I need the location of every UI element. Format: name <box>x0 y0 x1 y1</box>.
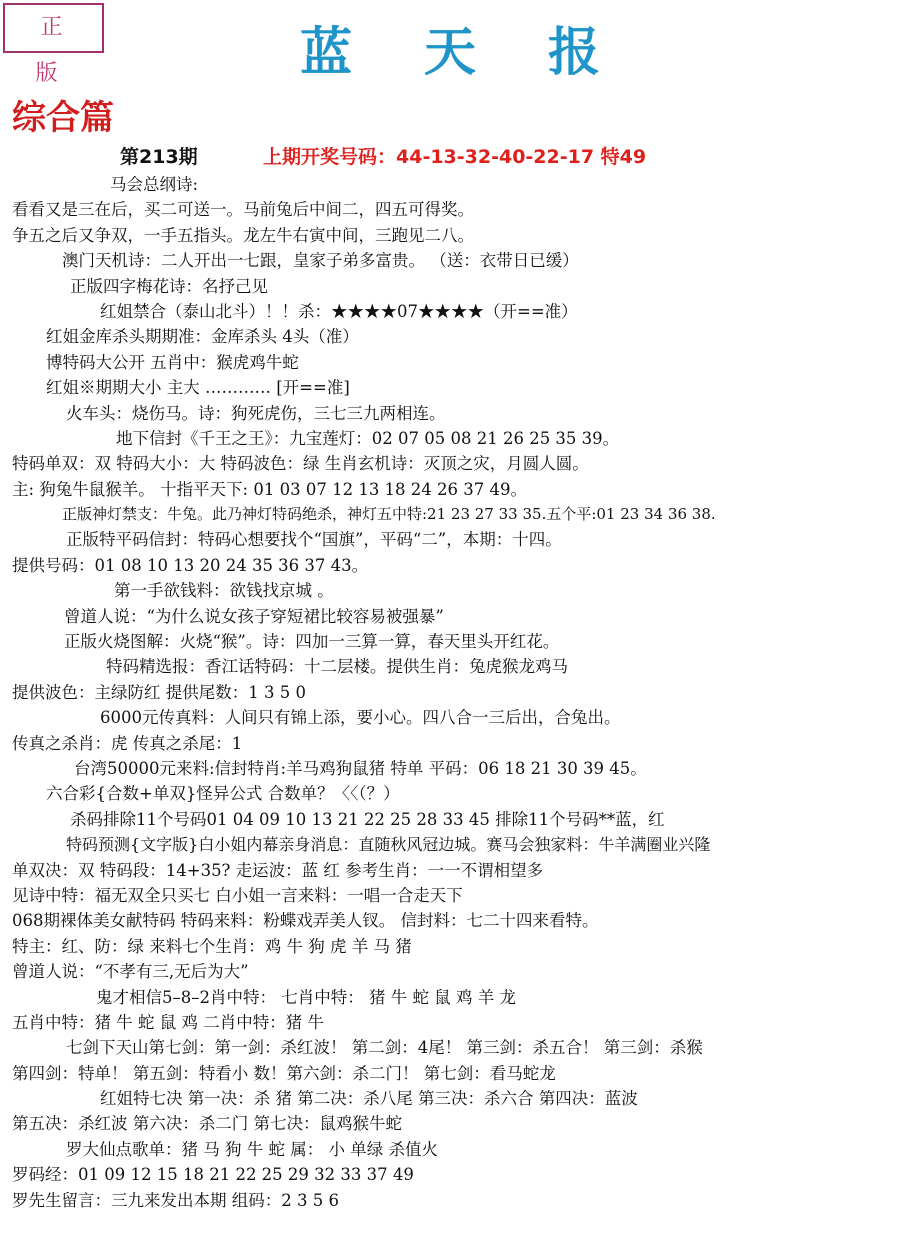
text-line: 红姐特七决 第一决：杀 猪 第二决：杀八尾 第三决：杀六合 第四决：蓝波 <box>100 1089 638 1109</box>
text-line: 红姐※期期大小 主大 ………… [开==准] <box>46 378 350 398</box>
masthead-title: 蓝天报 <box>299 23 672 83</box>
text-line: 鬼才相信5–8–2肖中特： 七肖中特： 猪 牛 蛇 鼠 鸡 羊 龙 <box>96 987 516 1007</box>
content-lines <box>0 172 900 1213</box>
text-line: 正版特平码信封：特码心想要找个“国旗”，平码“二”，本期：十四。 <box>66 530 562 550</box>
text-line: 特主：红、防：绿 来料七个生肖：鸡 牛 狗 虎 羊 马 猪 <box>12 936 412 956</box>
text-line: 正版神灯禁支：牛兔。此乃神灯特码绝杀，神灯五中特:21 23 27 33 35.五个平:01 23 34 36 38. <box>62 505 716 524</box>
text-line: 第一手欲钱料：欲钱找京城 。 <box>114 581 334 601</box>
last-draw-numbers: 上期开奖号码：44-13-32-40-22-17 特49 <box>263 146 647 168</box>
text-line: 争五之后又争双，一手五指头。龙左牛右寅中间，三跑见二八。 <box>12 225 474 245</box>
text-line: 6000元传真料：人间只有锦上添，要小心。四八合一三后出，合兔出。 <box>100 708 621 728</box>
text-line: 提供号码：01 08 10 13 20 24 35 36 37 43。 <box>12 555 369 575</box>
text-line: 台湾50000元来料:信封特肖:羊马鸡狗鼠猪 特单 平码：06 18 21 30 39 45。 <box>74 758 647 778</box>
text-line: 正版火烧图解：火烧“猴”。诗：四加一三算一算，春天里头开红花。 <box>64 632 560 652</box>
text-line: 博特码大公开 五肖中：猴虎鸡牛蛇 <box>46 352 299 372</box>
text-line: 第四剑：特单！ 第五剑：特看小 数！第六剑：杀二门！ 第七剑：看马蛇龙 <box>12 1063 556 1083</box>
text-line: 五肖中特：猪 牛 蛇 鼠 鸡 二肖中特：猪 牛 <box>12 1012 324 1032</box>
text-line: 罗大仙点歌单：猪 马 狗 牛 蛇 属： 小 单绿 杀值火 <box>66 1139 438 1159</box>
text-line: 特码精选报：香江话特码：十二层楼。提供生肖：兔虎猴龙鸡马 <box>106 657 568 677</box>
text-line: 七剑下天山第七剑：第一剑：杀红波！ 第二剑：4尾！ 第三剑：杀五合！ 第三剑：杀猴 <box>66 1038 703 1058</box>
text-line: 提供波色：主绿防红 提供尾数：1 3 5 0 <box>12 682 306 702</box>
issue-number: 第213期 <box>120 146 198 168</box>
text-line: 火车头：烧伤马。诗：狗死虎伤，三七三九两相连。 <box>66 403 446 423</box>
text-line: 地下信封《千王之王》：九宝莲灯：02 07 05 08 21 26 25 35 39。 <box>116 428 620 448</box>
text-line: 杀码排除11个号码01 04 09 10 13 21 22 25 28 33 45 排除11个号码**蓝，红 <box>70 809 665 829</box>
text-line: 单双决：双 特码段：14+35? 走运波：蓝 红 参考生肖：一一不谓相望多 <box>12 860 544 880</box>
text-line: 曾道人说：“为什么说女孩子穿短裙比较容易被强暴” <box>64 606 444 626</box>
text-line: 红姐金库杀头期期准：金库杀头 4头（准） <box>46 327 359 347</box>
text-line: 澳门天机诗：二人开出一七跟，皇家子弟多富贵。 （送：衣带日已缓） <box>62 251 579 271</box>
text-line: 见诗中特：福无双全只买七 白小姐一言来料：一唱一合走天下 <box>12 885 463 905</box>
text-line: 罗码经：01 09 12 15 18 21 22 25 29 32 33 37 49 <box>12 1165 414 1185</box>
text-line: 特码单双：双 特码大小：大 特码波色：绿 生肖玄机诗：灭顶之灾，月圆人圆。 <box>12 454 589 474</box>
text-line: 红姐禁合（泰山北斗）！！杀：★★★★07★★★★（开==准） <box>100 301 578 321</box>
text-line: 曾道人说：“不孝有三,无后为大” <box>12 962 249 982</box>
text-line: 主: 狗兔牛鼠猴羊。 十指平天下: 01 03 07 12 13 18 24 26 37 49。 <box>12 479 528 499</box>
text-line: 传真之杀肖：虎 传真之杀尾：1 <box>12 733 243 753</box>
text-line: 第五决：杀红波 第六决：杀二门 第七决：鼠鸡猴牛蛇 <box>12 1114 402 1134</box>
genuine-badge: 正 版 <box>3 3 104 53</box>
text-line: 正版四字梅花诗：名抒己见 <box>70 276 268 296</box>
text-line: 068期裸体美女献特码 特码来料：粉蝶戏弄美人钗。 信封料：七二十四来看特。 <box>12 911 599 931</box>
text-line: 马会总纲诗: <box>110 175 199 194</box>
text-line: 罗先生留言：三九来发出本期 组码：2 3 5 6 <box>12 1190 339 1210</box>
text-line: 看看又是三在后，买二可送一。马前兔后中间二，四五可得奖。 <box>12 200 474 220</box>
text-line: 六合彩{合数+单双}怪异公式 合数单？〈〈（？） <box>46 784 400 804</box>
section-title: 综合篇 <box>12 98 114 138</box>
text-line: 特码预测{文字版}白小姐内幕亲身消息：直随秋风冠边城。赛马会独家料：牛羊满圈业兴隆 <box>66 835 711 855</box>
